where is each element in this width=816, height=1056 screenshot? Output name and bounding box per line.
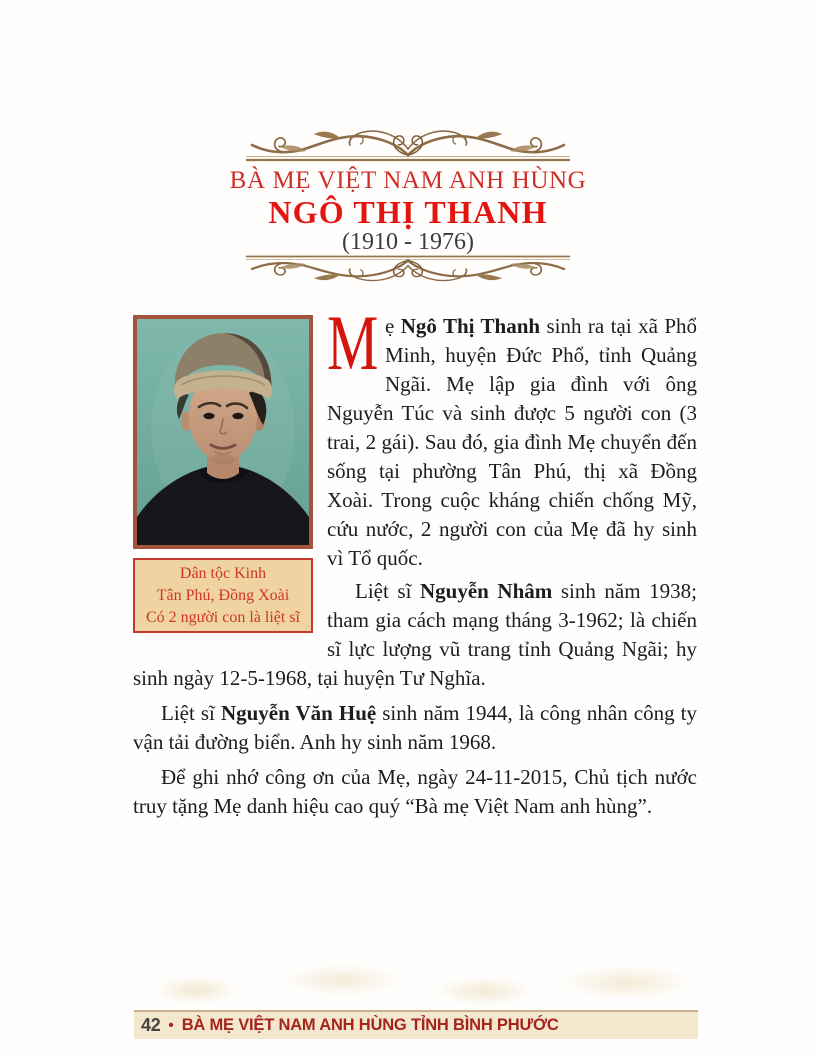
- paragraph-text: sinh năm 1944, là công nhân công ty vận tải đường biển. Anh hy sinh năm 1968.: [133, 701, 697, 754]
- biography-paragraph-4: [133, 763, 697, 821]
- page-title-mother-name: NGÔ THỊ THANH: [268, 194, 548, 230]
- biography-content: [133, 299, 698, 821]
- series-title: BÀ MẸ VIỆT NAM ANH HÙNG: [229, 167, 587, 194]
- biography-paragraph-3: [133, 699, 697, 757]
- life-years: (1910 - 1976): [342, 229, 474, 255]
- flourish-icon: [244, 254, 572, 284]
- footer-book-title: BÀ MẸ VIỆT NAM ANH HÙNG TỈNH BÌNH PHƯỚC: [181, 1016, 559, 1034]
- caption-line-ethnicity: Dân tộc Kinh: [179, 565, 267, 582]
- flourish-ornament-top: [244, 127, 572, 163]
- caption-line-martyrs: Có 2 người con là liệt sĩ: [145, 609, 300, 626]
- flourish-icon: [244, 127, 572, 163]
- paragraph-lead: Liệt sĩ: [355, 579, 420, 603]
- paragraph-text: sinh năm 1938; tham gia cách mạng tháng 3-1962; là chiến sĩ lực lượng vũ trang tỉnh Quảng Ngãi; hy sinh ngày 12-5-1968, tại huyện Tư Nghĩa.: [133, 579, 698, 690]
- caption-line-location: Tân Phú, Đồng Xoài: [156, 587, 290, 604]
- paragraph-lead: Liệt sĩ: [161, 701, 221, 725]
- portrait-photo-frame: [133, 315, 313, 549]
- flourish-ornament-bottom: [244, 254, 572, 284]
- footer-bullet-icon: •: [168, 1017, 174, 1034]
- mother-portrait-photo: [137, 319, 309, 545]
- paragraph-text: Để ghi nhớ công ơn của Mẹ, ngày 24-11-2015, Chủ tịch nước truy tặng Mẹ danh hiệu cao quý “Bà mẹ Việt Nam anh hùng”.: [133, 765, 697, 818]
- photo-caption-box: [133, 558, 313, 633]
- martyr-name-bold: Nguyễn Văn Huệ: [220, 701, 377, 725]
- martyr-name-bold: Nguyễn Nhâm: [420, 579, 553, 603]
- page-showthrough-artifact: [128, 960, 694, 1010]
- paragraph-text: sinh ra tại xã Phổ Minh, huyện Đức Phổ, tỉnh Quảng Ngãi. Mẹ lập gia đình với ông Nguyễn Túc và sinh được 5 người con (3 trai, 2 gái). Sau đó, gia đình Mẹ chuyển đến sống tại phường Tân Phú, thị xã Đồng Xoài. Trong cuộc kháng chiến chống Mỹ, cứu nước, 2 người con của Mẹ đã hy sinh vì Tổ quốc.: [327, 314, 697, 570]
- photo-column: [133, 315, 313, 633]
- paragraph-lead: ẹ: [385, 314, 401, 338]
- mother-name-bold: Ngô Thị Thanh: [400, 314, 541, 338]
- footer-bar: [134, 1010, 698, 1039]
- page-number: 42: [141, 1015, 161, 1035]
- dropcap-letter: M: [327, 299, 379, 386]
